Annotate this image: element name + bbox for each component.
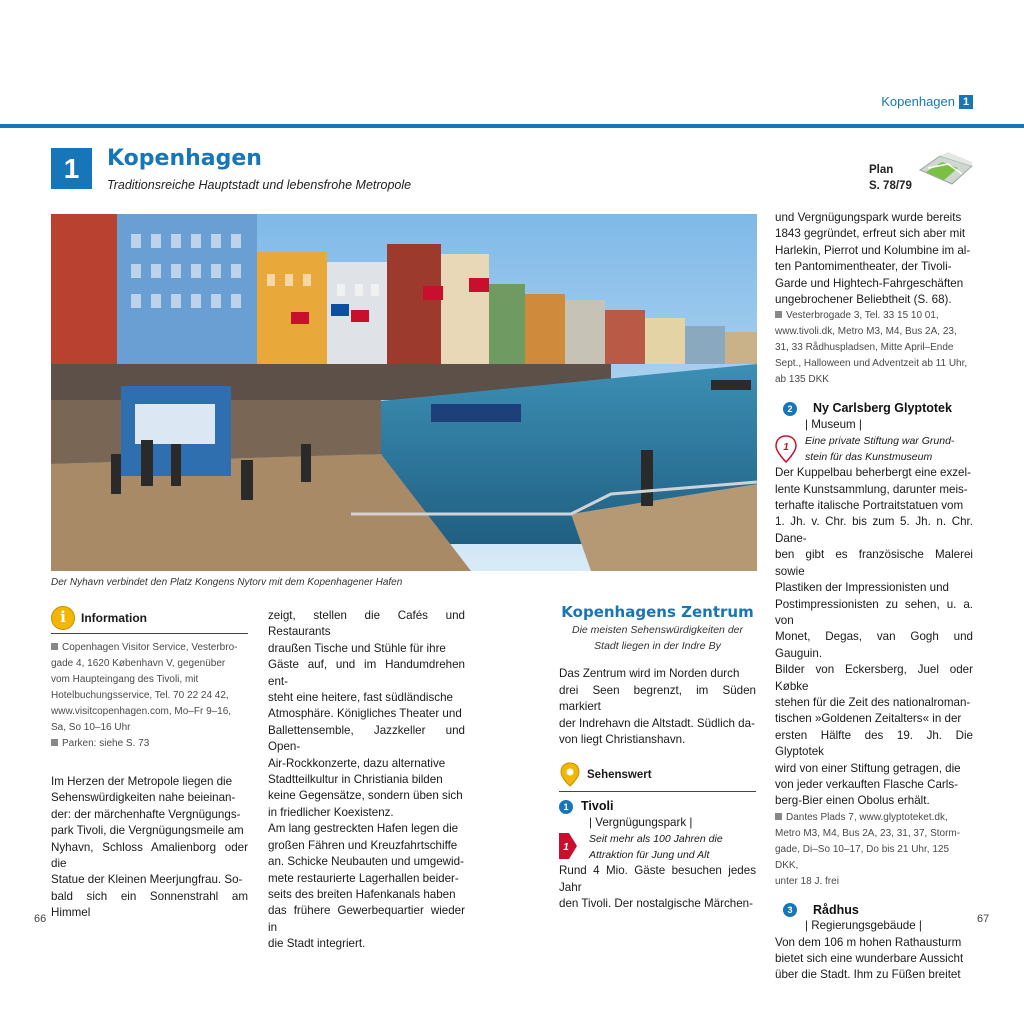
text-line: von jeder verkauften Flasche Carls-: [775, 777, 959, 791]
info-line: 31, 33 Rådhuspladsen, Mitte April–Ende: [775, 342, 954, 354]
text-line: Sehenswürdigkeiten nahe beieinan-: [51, 791, 236, 805]
text-line: stehen für die Zeit des nationalroman-: [775, 695, 971, 709]
text-line: ten Pantomimentheater, der Tivoli-: [775, 260, 952, 274]
text-line: in friedlicher Koexistenz.: [268, 805, 394, 819]
poi-name: Ny Carlsberg Glyptotek: [813, 401, 952, 416]
info-line: www.tivoli.dk, Metro M3, M4, Bus 2A, 23,: [775, 326, 957, 338]
text-line: steht eine heitere, fast südländische: [268, 691, 453, 705]
text-line: den Tivoli. Der nostalgische Märchen-: [559, 897, 753, 911]
info-icon: i: [51, 606, 75, 630]
text-line: und Vergnügungspark wurde bereits: [775, 211, 962, 224]
poi-type: | Vergnügungspark |: [589, 815, 693, 829]
text-line: terhafte italische Portraitstatuen vom: [775, 499, 964, 513]
text-line: Von dem 106 m hohen Rathausturm: [775, 935, 962, 949]
text-line: Bilder von Eckersberg, Juel oder Købke: [775, 663, 973, 693]
page-number-right: 67: [977, 913, 990, 925]
text-line: großen Fähren und Kreuzfahrtschiffe: [268, 838, 458, 852]
text-line: der: der märchenhafte Vergnügungs-: [51, 807, 241, 821]
section-subtitle: Die meisten Sehenswürdigkeiten der Stadt liegen in der Indre By: [571, 624, 743, 653]
plan-reference: [869, 162, 912, 194]
poi-glyptotek: [775, 400, 973, 416]
poi-number: 3: [783, 903, 797, 917]
bullet-square-icon: [51, 739, 58, 746]
poi-type: | Museum |: [805, 417, 862, 431]
text-line: die Stadt integriert.: [268, 937, 366, 951]
photo-caption: Der Nyhavn verbindet den Platz Kongens Nytorv mit dem Kopenhagener Hafen: [51, 577, 403, 588]
text-line: Statue der Kleinen Meerjungfrau. So-: [51, 873, 243, 887]
text-line: Nyhavn, Schloss Amalienborg oder die: [51, 840, 248, 871]
text-line: wird von einer Stiftung getragen, die: [775, 761, 961, 775]
info-line: www.visitcopenhagen.com, Mo–Fr 9–16,: [51, 706, 232, 717]
plan-label: Plan: [869, 164, 894, 176]
info-line: Hotelbuchungsservice, Tel. 70 22 24 42,: [51, 690, 229, 701]
text-line: 1. Jh. v. Chr. bis zum 5. Jh. n. Chr. Dane-: [775, 515, 973, 545]
text-line: bald sich ein Sonnenstrahl am Himmel: [51, 889, 248, 920]
running-head-title: Kopenhagen: [881, 94, 955, 109]
text-line: Ballettensemble, Jazzkeller und Open-: [268, 723, 465, 754]
top-tip-arrow-icon: [559, 833, 577, 859]
sights-label: Sehenswert: [587, 769, 652, 782]
column-3: [559, 604, 756, 912]
svg-text:1: 1: [563, 842, 569, 854]
info-line: Dantes Plads 7, www.glyptoteket.dk,: [775, 810, 973, 826]
text-line: ben gibt es französische Malerei sowie: [775, 548, 973, 578]
info-line: ab 135 DKK: [775, 374, 829, 386]
bullet-square-icon: [775, 813, 782, 820]
text-line: Das Zentrum wird im Norden durch: [559, 667, 740, 681]
info-header: [51, 606, 248, 634]
info-box: [51, 640, 248, 752]
poi-type: | Regierungsgebäude |: [805, 919, 922, 933]
poi-number: 2: [783, 402, 797, 416]
tivoli-info: [775, 308, 973, 388]
poi-tip: 1 Eine private Stiftung war Grund- stein für das Kunstmuseum: [775, 433, 973, 465]
text-line: keine Gegensätze, sondern üben sich: [268, 789, 463, 803]
text-line: mete restaurierte Lagerhallen beider-: [268, 871, 459, 885]
map-pin-icon: [559, 762, 581, 788]
info-line: Metro M3, M4, Bus 2A, 23, 31, 37, Storm-: [775, 827, 961, 839]
info-line: Vesterbrogade 3, Tel. 33 15 10 01,: [775, 308, 973, 324]
text-line: ersten Hälfte des 19. Jh. Die Glyptotek: [775, 728, 973, 759]
plan-pages: S. 78/79: [869, 180, 912, 192]
info-line: gade 4, 1620 København V, gegenüber: [51, 658, 226, 669]
running-head: [881, 94, 973, 109]
text-line: Monet, Degas, van Gogh und Gauguin.: [775, 630, 973, 660]
chapter-number: 1: [51, 148, 92, 189]
column-1: [51, 606, 248, 922]
text-line: Atmosphäre. Königliches Theater und: [268, 707, 462, 721]
text-line: seits des breiten Hafenkanals haben: [268, 887, 456, 901]
text-line: lente Kunstsammlung, darunter meis-: [775, 482, 968, 496]
tip-pin-icon: [775, 435, 797, 463]
chapter-title: Kopenhagen: [107, 146, 262, 171]
text-line: Garde und Hightech-Fahrgeschäften: [775, 276, 964, 290]
text-line: Plastiken der Impressionisten und: [775, 581, 949, 595]
top-rule: [0, 124, 1024, 128]
section-title: Kopenhagens Zentrum: [561, 603, 754, 621]
text-line: Harlekin, Pierrot und Kolumbine im al-: [775, 243, 971, 257]
bullet-square-icon: [51, 643, 58, 650]
text-line: Der Kuppelbau beherbergt eine exzel-: [775, 466, 971, 480]
column-4: [775, 210, 973, 984]
info-line: Parken: siehe S. 73: [51, 736, 248, 752]
text-line: Postimpressionisten zu sehen, u. a. von: [775, 597, 973, 627]
chapter-subtitle: Traditionsreiche Hauptstadt und lebensfrohe Metropole: [107, 178, 412, 192]
text-line: drei Seen begrenzt, im Süden markiert: [559, 683, 756, 714]
page-number-left: 66: [34, 913, 47, 925]
map-icon: [918, 150, 974, 190]
info-line: Sept., Halloween und Adventzeit ab 11 Uhr,: [775, 358, 968, 370]
text-line: Air-Rockkonzerte, dazu alternative: [268, 756, 446, 770]
intro-text: [51, 774, 248, 922]
text-line: tischen »Goldenen Zeitalters« in der: [775, 712, 962, 726]
text-line: park Tivoli, die Vergnügungsmeile am: [51, 824, 244, 838]
column-2: [268, 608, 465, 953]
text-line: draußen Tische und Stühle für ihre: [268, 641, 446, 655]
nyhavn-photo: [51, 214, 757, 571]
info-line: Sa, So 10–16 Uhr: [51, 722, 131, 733]
info-line: Copenhagen Visitor Service, Vesterbro-: [51, 640, 248, 656]
text-line: berg-Bier einen Obolus erhält.: [775, 794, 930, 808]
text-line: das frühere Gewerbequartier wieder in: [268, 904, 465, 934]
running-head-number: 1: [959, 95, 973, 109]
text-line: an. Schicke Neubauten und umgewid-: [268, 855, 464, 869]
poi-number: 1: [559, 800, 573, 814]
text-line: der Indrehavn die Altstadt. Südlich da-: [559, 716, 755, 730]
text-line: bietet sich eine wunderbare Aussicht: [775, 952, 964, 965]
text-line: Am lang gestreckten Hafen legen die: [268, 822, 459, 836]
bullet-square-icon: [775, 311, 782, 318]
info-line: unter 18 J. frei: [775, 875, 839, 887]
poi-name: Tivoli: [581, 799, 614, 814]
text-line: Im Herzen der Metropole liegen die: [51, 775, 233, 788]
text-line: über die Stadt. Ihm zu Füßen breitet: [775, 968, 961, 982]
text-line: Rund 4 Mio. Gäste besuchen jedes Jahr: [559, 864, 756, 894]
info-line: gade, Di–So 10–17, Do bis 21 Uhr, 125 DKK,: [775, 843, 950, 871]
poi-name: Rådhus: [813, 902, 859, 917]
text-line: 1843 gegründet, erfreut sich aber mit: [775, 227, 966, 241]
text-line: zeigt, stellen die Cafés und Restaurants: [268, 609, 465, 639]
svg-text:1: 1: [783, 442, 789, 454]
text-line: ungebrochener Beliebtheit (S. 68).: [775, 293, 952, 307]
info-label: Information: [81, 610, 147, 625]
text-line: Stadtteilkultur in Christiania bilden: [268, 773, 443, 787]
sights-header: [559, 762, 756, 792]
text-line: von liegt Christianshavn.: [559, 733, 686, 747]
poi-tivoli: [559, 798, 756, 814]
glyptotek-info: [775, 810, 973, 890]
info-line: vom Haupteingang des Tivoli, mit: [51, 674, 199, 685]
poi-radhus: [775, 902, 973, 918]
poi-tip: 1 Seit mehr als 100 Jahren die Attraktion für Jung und Alt: [559, 831, 756, 863]
text-line: Gäste auf, und im Handumdrehen ent-: [268, 658, 465, 688]
